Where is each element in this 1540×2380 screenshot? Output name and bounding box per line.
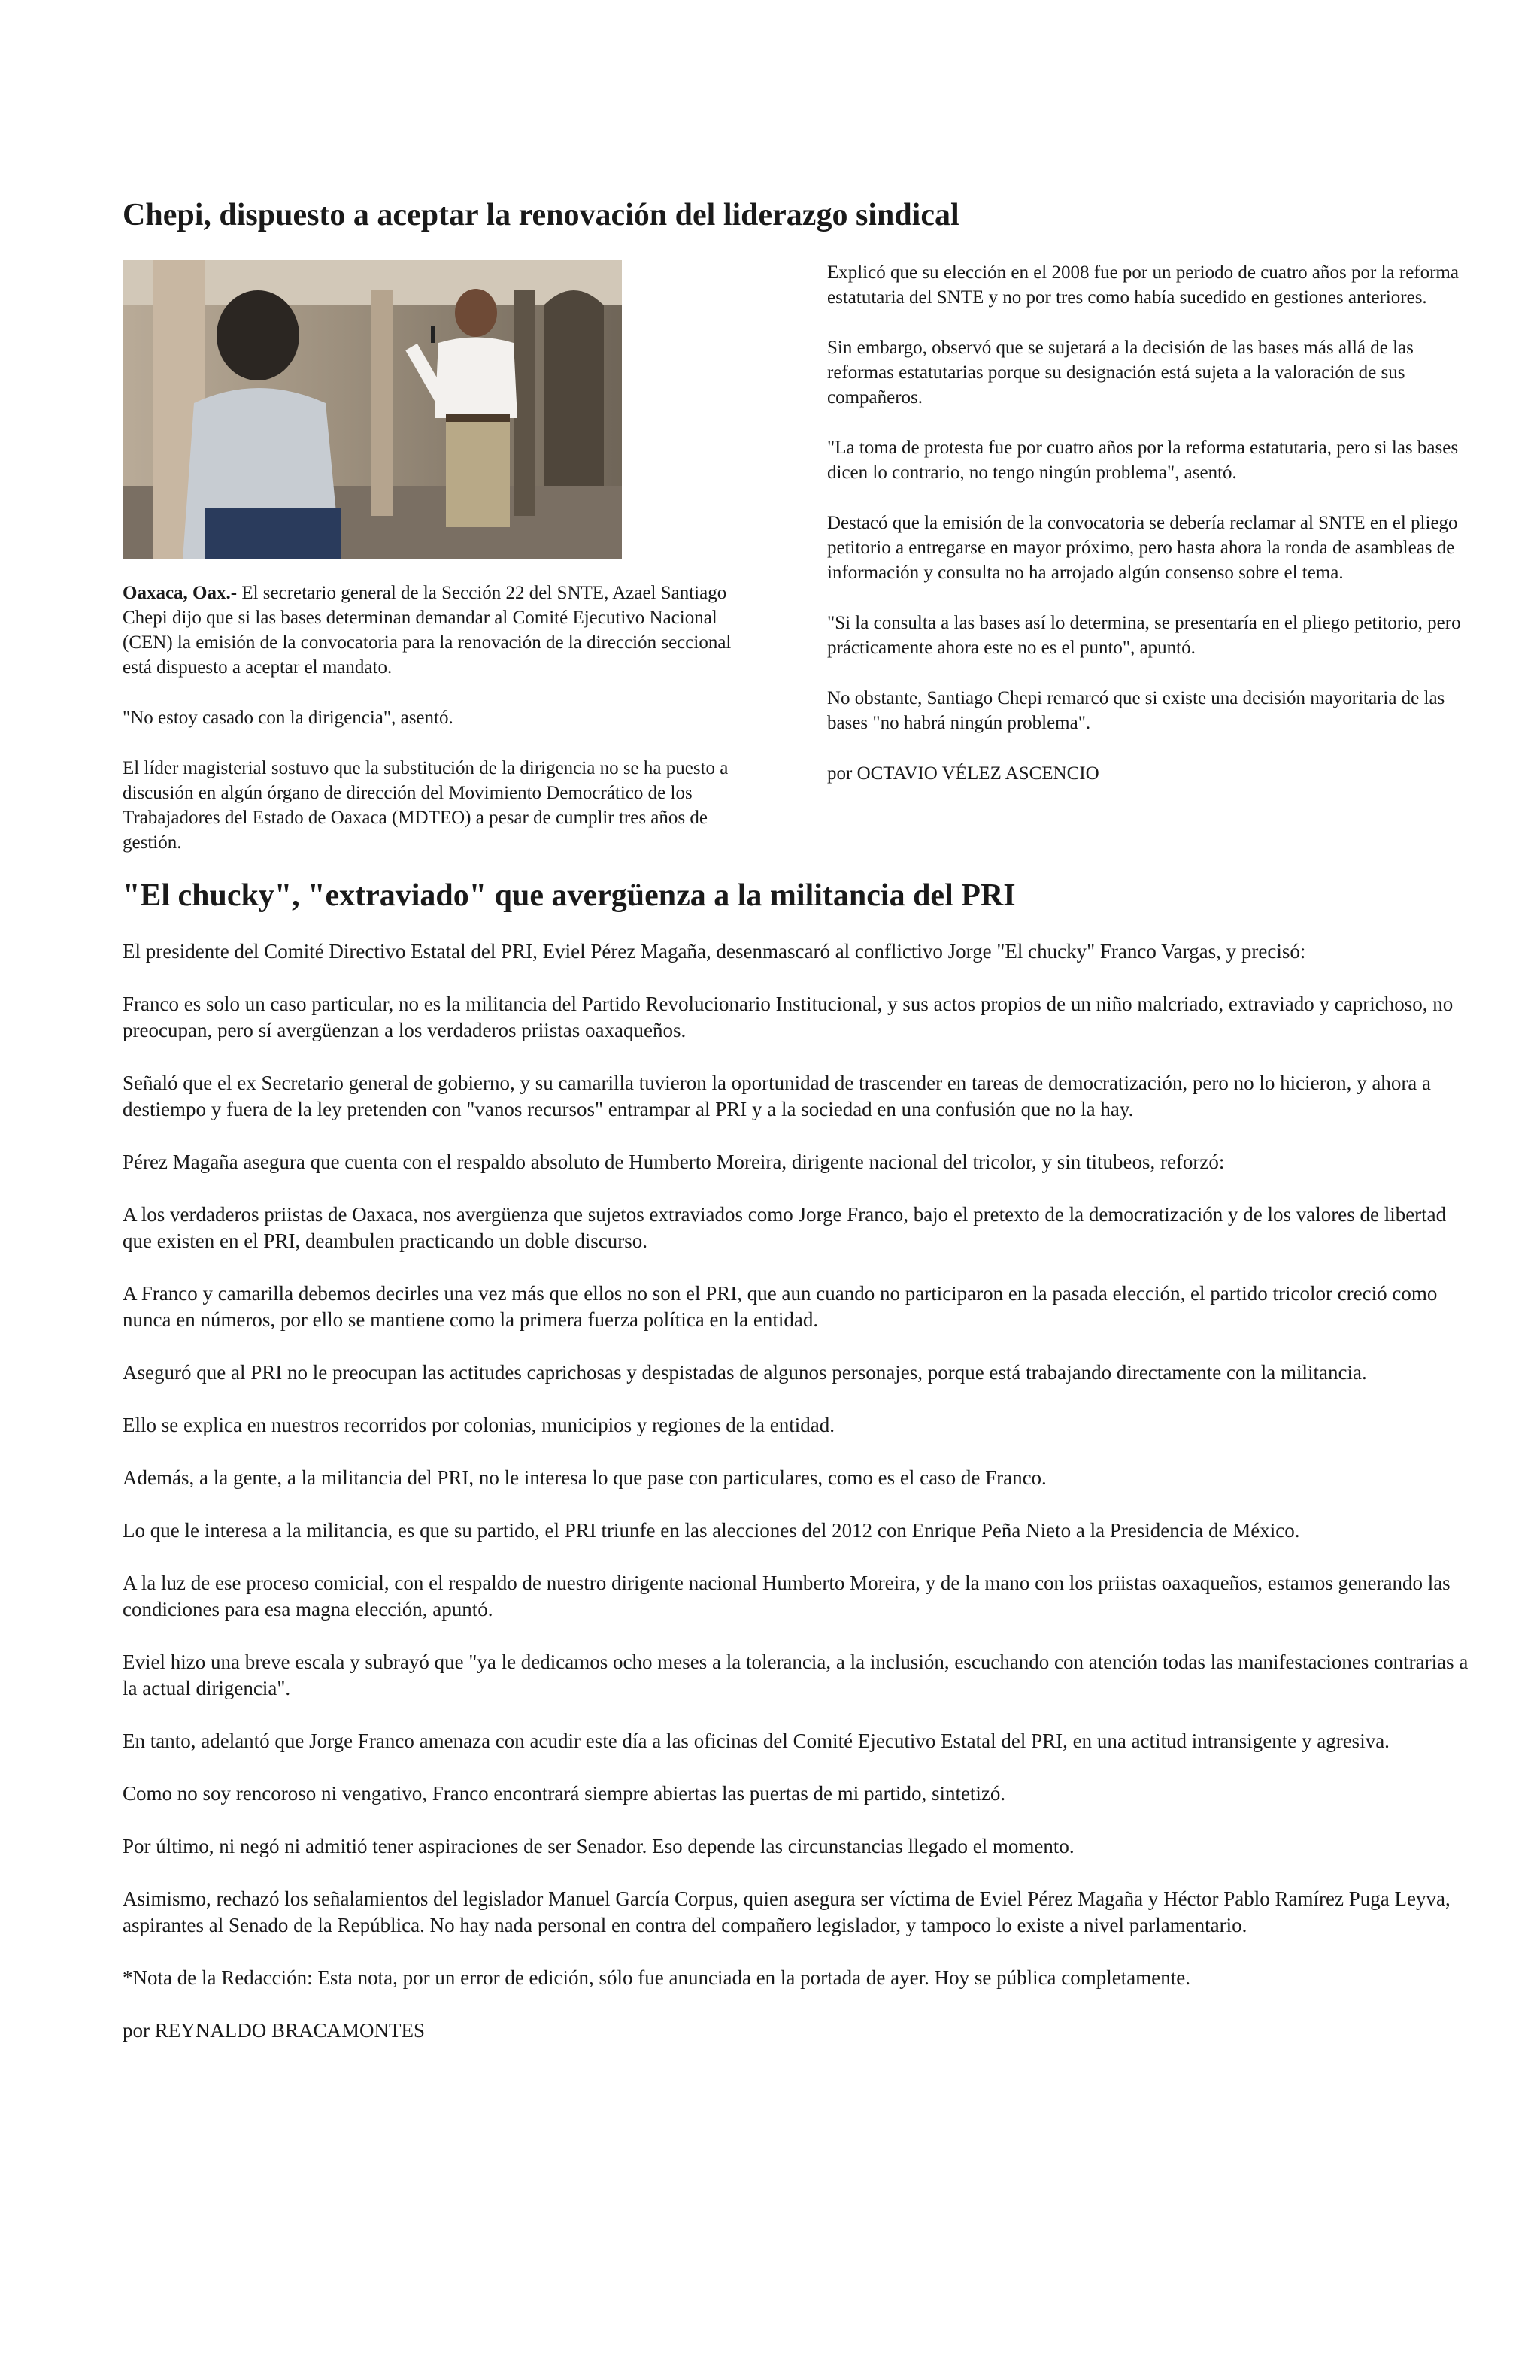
article2-paragraph: El presidente del Comité Directivo Estatal del PRI, Eviel Pérez Magaña, desenmascaró al conflictivo Jorge "El chucky" Franco Vargas, y precisó: xyxy=(123,940,1306,963)
article1-left-column xyxy=(123,581,760,881)
article1-right-column xyxy=(827,260,1466,811)
article1-right-paragraph: No obstante, Santiago Chepi remarcó que si existe una decisión mayoritaria de las bases "no habrá ningún problema". xyxy=(827,688,1445,733)
article1-lead xyxy=(123,581,760,680)
article2-paragraph: A la luz de ese proceso comicial, con el respaldo de nuestro dirigente nacional Humberto Moreira, y de la mano con los priistas oaxaqueños, estamos generando las condiciones para esa magna elección, apuntó. xyxy=(123,1572,1451,1621)
photo-illustration xyxy=(123,260,622,559)
article1-right-paragraph: Destacó que la emisión de la convocatoria se debería reclamar al SNTE en el pliego petitorio a entregarse en mayor próximo, pero hasta ahora la ronda de asambleas de información y consulta no ha arrojado algún consenso sobre el tema. xyxy=(827,513,1458,583)
article2-body xyxy=(123,938,1469,2070)
article2-paragraph: Ello se explica en nuestros recorridos por colonias, municipios y regiones de la entidad. xyxy=(123,1414,835,1436)
article1-left-paragraph: "No estoy casado con la dirigencia", asentó. xyxy=(123,708,453,728)
article1-byline: por OCTAVIO VÉLEZ ASCENCIO xyxy=(827,763,1099,784)
article2-paragraph: Aseguró que al PRI no le preocupan las actitudes caprichosas y despistadas de algunos personajes, porque está trabajando directamente con la militancia. xyxy=(123,1361,1367,1384)
article2-headline: "El chucky", "extraviado" que avergüenza a la militancia del PRI xyxy=(123,878,1016,913)
article2-paragraph: *Nota de la Redacción: Esta nota, por un error de edición, sólo fue anunciada en la portada de ayer. Hoy se pública completamente. xyxy=(123,1966,1190,1989)
article2-paragraph: Por último, ni negó ni admitió tener aspiraciones de ser Senador. Eso depende las circunstancias llegado el momento. xyxy=(123,1835,1075,1857)
article2-paragraph: A Franco y camarilla debemos decirles una vez más que ellos no son el PRI, que aun cuando no participaron en la pasada elección, el partido tricolor creció como nunca en números, por ello se mantiene como la primera fuerza política en la entidad. xyxy=(123,1282,1438,1331)
article1-headline: Chepi, dispuesto a aceptar la renovación del liderazgo sindical xyxy=(123,198,959,232)
article2-paragraph: Como no soy rencoroso ni vengativo, Franco encontrará siempre abiertas las puertas de mi partido, sintetizó. xyxy=(123,1782,1006,1805)
article2-paragraph: Asimismo, rechazó los señalamientos del legislador Manuel García Corpus, quien asegura ser víctima de Eviel Pérez Magaña y Héctor Pablo Ramírez Puga Leyva, aspirantes al Senado de la República. No hay nada personal en contra del compañero legislador, y tampoco lo existe a nivel parlamentario. xyxy=(123,1887,1451,1936)
article2-paragraph: Eviel hizo una breve escala y subrayó que "ya le dedicamos ocho meses a la tolerancia, a la inclusión, escuchando con atención todas las manifestaciones contrarias a la actual dirigencia". xyxy=(123,1651,1469,1699)
article1-left-paragraph: El líder magisterial sostuvo que la substitución de la dirigencia no se ha puesto a discusión en algún órgano de dirección del Movimiento Democrático de los Trabajadores del Estado de Oaxaca (MDTEO) a pesar de cumplir tres años de gestión. xyxy=(123,758,729,853)
article1-right-paragraph: "Si la consulta a las bases así lo determina, se presentaría en el pliego petitorio, pero prácticamente ahora este no es el punto", apuntó. xyxy=(827,613,1461,658)
article2-paragraph: A los verdaderos priistas de Oaxaca, nos avergüenza que sujetos extraviados como Jorge Franco, bajo el pretexto de la democratización y de los valores de libertad que existen en el PRI, deambulen practicando un doble discurso. xyxy=(123,1203,1447,1252)
article2-paragraph: Pérez Magaña asegura que cuenta con el respaldo absoluto de Humberto Moreira, dirigente nacional del tricolor, y sin titubeos, reforzó: xyxy=(123,1151,1225,1173)
dateline: Oaxaca, Oax.- xyxy=(123,583,238,603)
article2-byline: por REYNALDO BRACAMONTES xyxy=(123,2019,426,2042)
article2-paragraph: En tanto, adelantó que Jorge Franco amenaza con acudir este día a las oficinas del Comité Ejecutivo Estatal del PRI, en una actitud intransigente y agresiva. xyxy=(123,1730,1390,1752)
article1-right-paragraph: Explicó que su elección en el 2008 fue por un periodo de cuatro años por la reforma estatutaria del SNTE y no por tres como había sucedido en gestiones anteriores. xyxy=(827,262,1459,308)
article2-paragraph: Señaló que el ex Secretario general de gobierno, y su camarilla tuvieron la oportunidad de trascender en tareas de democratización, pero no lo hicieron, y ahora a destiempo y fuera de la ley pretenden con "vanos recursos" entrampar al PRI y a la sociedad en una confusión que no la hay. xyxy=(123,1072,1432,1120)
article1-right-paragraph: "La toma de protesta fue por cuatro años por la reforma estatutaria, pero si las bases dicen lo contrario, no tengo ningún problema", asentó. xyxy=(827,438,1459,483)
article2-paragraph: Franco es solo un caso particular, no es la militancia del Partido Revolucionario Institucional, y sus actos propios de un niño malcriado, extraviado y caprichoso, no preocupan, pero sí avergüenzan a los verdaderos priistas oaxaqueños. xyxy=(123,993,1454,1041)
article2-paragraph: Lo que le interesa a la militancia, es que su partido, el PRI triunfe en las alecciones del 2012 con Enrique Peña Nieto a la Presidencia de México. xyxy=(123,1519,1300,1542)
article2-paragraph: Además, a la gente, a la militancia del PRI, no le interesa lo que pase con particulares, como es el caso de Franco. xyxy=(123,1466,1047,1489)
article1-photo xyxy=(123,260,622,559)
lead-text: El secretario general de la Sección 22 del SNTE, Azael Santiago Chepi dijo que si las bases determinan demandar al Comité Ejecutivo Nacional (CEN) la emisión de la convocatoria para la renovación de la dirección seccional está dispuesto a aceptar el mandato. xyxy=(123,583,732,678)
article1-right-paragraph: Sin embargo, observó que se sujetará a la decisión de las bases más allá de las reformas estatutarias porque su designación está sujeta a la valoración de sus compañeros. xyxy=(827,338,1414,408)
